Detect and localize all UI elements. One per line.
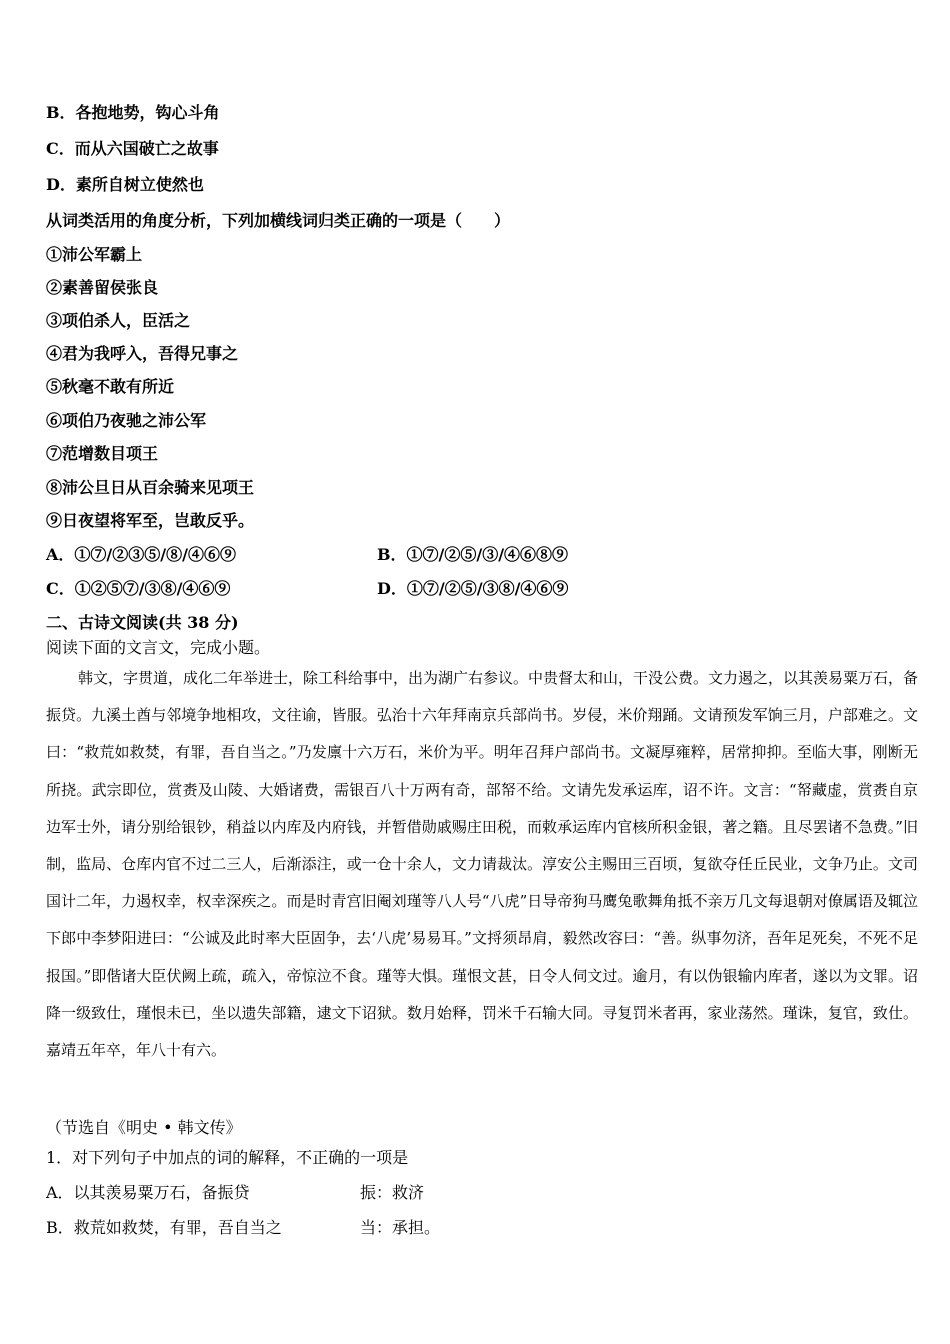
q1-option-b: B．救荒如救焚，有罪，吾自当之 — [46, 1218, 282, 1237]
option-d: D．①⑦/②⑤/③⑧/④⑥⑨ — [377, 579, 569, 598]
q1-option-b-explanation: 当：承担。 — [360, 1218, 441, 1237]
option-a: A．①⑦/②③⑤/⑧/④⑥⑨ — [46, 545, 236, 564]
section-instruction: 阅读下面的文言文，完成小题。 — [46, 638, 271, 657]
q1-option-a: A．以其羡易粟万石，备振贷 — [46, 1183, 250, 1202]
item-5: ⑤秋毫不敢有所近 — [46, 377, 175, 396]
item-1: ①沛公军霸上 — [46, 245, 143, 264]
passage-source: （节选自《明史 • 韩文传》 — [46, 1118, 242, 1137]
q1-option-a-explanation: 振：救济 — [360, 1183, 425, 1202]
passage — [46, 660, 918, 1069]
prev-option-b: B．各抱地势，钩心斗角 — [46, 103, 220, 122]
item-7: ⑦范增数目项王 — [46, 444, 159, 463]
passage-text: 韩文，字贯道，成化二年举进士，除工科给事中，出为湖广右参议。中贵督太和山，干没公费。文力遏之，以其羡易粟万石，备振贷。九溪土酋与邻境争地相攻，文往谕，皆服。弘治十六年拜南京兵部尚书。岁侵，米价翔踊。文请预发军饷三月，户部难之。文曰：“救荒如救焚，有罪，吾自当之。”乃发廪十六万石，米价为平。明年召拜户部尚书。文凝厚雍粹，居常抑抑。至临大事，刚断无所挠。武宗即位，赏赉及山陵、大婚诸费，需银百八十万两有奇，部帑不给。文请先发承运库，诏不许。文言：“帑藏虚，赏赉自京边军士外，请分别给银钞，稍益以内库及内府钱，并暂借勋戚赐庄田税，而敕承运库内官核所积金银，著之籍。且尽罢诸不急费。”旧制，监局、仓库内官不过二三人，后渐添注，或一仓十余人，文力请裁汰。淳安公主赐田三百顷，复欲夺任丘民业，文争乃止。文司国计二年，力遏权幸，权幸深疾之。而是时青宫旧阉刘瑾等八人号“八虎”日导帝狗马鹰兔歌舞角抵不亲万几文每退朝对僚属语及辄泣下郎中李梦阳进曰：“公诚及此时率大臣固争，去‘八虎’易易耳。”文捋须昂肩，毅然改容曰：“善。纵事勿济，吾年足死矣，不死不足报国。”即偕诸大臣伏阙上疏，疏入，帝惊泣不食。瑾等大惧。瑾恨文甚，日令人伺文过。逾月，有以伪银输内库者，遂以为文罪。诏降一级致仕，瑾恨未已，坐以遗失部籍，逮文下诏狱。数月始释，罚米千石输大同。寻复罚米者再，家业荡然。瑾诛，复官，致仕。嘉靖五年卒，年八十有六。 — [46, 669, 919, 1060]
q1-stem: 1．对下列句子中加点的词的解释，不正确的一项是 — [46, 1148, 409, 1167]
prev-option-c: C．而从六国破亡之故事 — [46, 139, 219, 158]
option-c: C．①②⑤⑦/③⑧/④⑥⑨ — [46, 579, 231, 598]
option-b: B．①⑦/②⑤/③/④⑥⑧⑨ — [377, 545, 569, 564]
item-4: ④君为我呼入，吾得兄事之 — [46, 344, 239, 363]
item-2: ②素善留侯张良 — [46, 278, 159, 297]
item-8: ⑧沛公旦日从百余骑来见项王 — [46, 478, 255, 497]
question-stem: 从词类活用的角度分析，下列加横线词归类正确的一项是（ ） — [46, 211, 511, 230]
section-title: 二、古诗文阅读(共 38 分) — [46, 613, 239, 632]
item-6: ⑥项伯乃夜驰之沛公军 — [46, 411, 207, 430]
item-9: ⑨日夜望将军至，岂敢反乎。 — [46, 511, 255, 530]
item-3: ③项伯杀人，臣活之 — [46, 311, 191, 330]
prev-option-d: D．素所自树立使然也 — [46, 175, 204, 194]
